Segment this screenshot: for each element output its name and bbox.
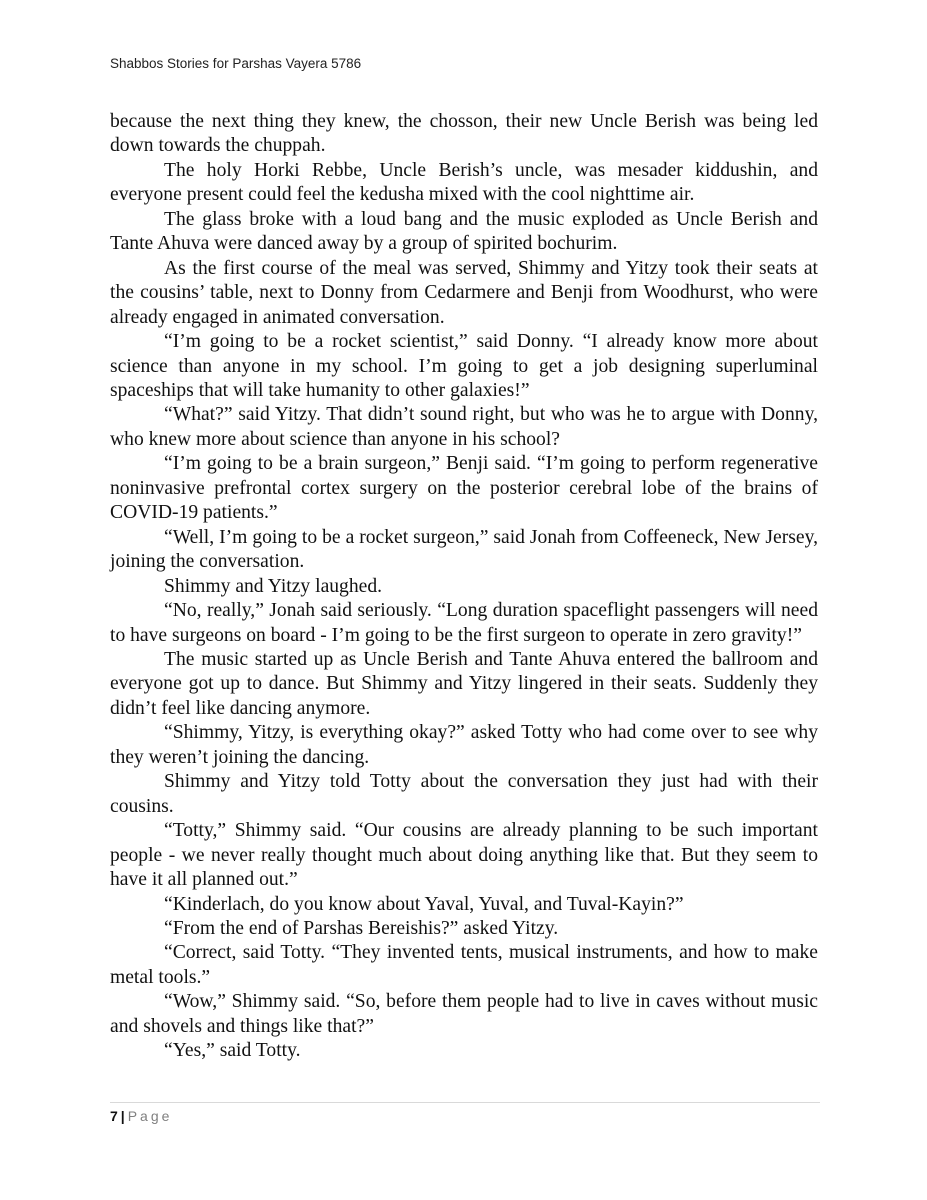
page-number: 7: [110, 1108, 118, 1124]
paragraph: “I’m going to be a rocket scientist,” said Donny. “I already know more about science than anyone in my school. I’m going to get a job designing superluminal spaceships that will take humanity to other galaxies!”: [110, 331, 818, 401]
paragraph: because the next thing they knew, the chosson, their new Uncle Berish was being led down towards the chuppah.: [110, 111, 818, 157]
paragraph: “No, really,” Jonah said seriously. “Long duration spaceflight passengers will need to have surgeons on board - I’m going to be the first surgeon to operate in zero gravity!”: [110, 600, 818, 646]
footer-separator: |: [120, 1108, 125, 1124]
paragraph: “What?” said Yitzy. That didn’t sound right, but who was he to argue with Donny, who knew more about science than anyone in his school?: [110, 404, 818, 450]
paragraph: “Correct, said Totty. “They invented tents, musical instruments, and how to make metal tools.”: [110, 942, 818, 988]
running-header: Shabbos Stories for Parshas Vayera 5786: [110, 56, 362, 71]
paragraph: “Wow,” Shimmy said. “So, before them people had to live in caves without music and shovels and things like that?”: [110, 991, 818, 1037]
paragraph: Shimmy and Yitzy laughed.: [164, 575, 383, 597]
paragraph: “Kinderlach, do you know about Yaval, Yuval, and Tuval-Kayin?”: [164, 893, 684, 915]
paragraph: The holy Horki Rebbe, Uncle Berish’s uncle, was mesader kiddushin, and everyone present could feel the kedusha mixed with the cool nighttime air.: [110, 159, 818, 206]
paragraph: The glass broke with a loud bang and the music exploded as Uncle Berish and Tante Ahuva were danced away by a group of spirited bochurim.: [110, 208, 818, 255]
footer-divider: [110, 1102, 820, 1103]
paragraph: Shimmy and Yitzy told Totty about the conversation they just had with their cousins.: [110, 771, 818, 817]
paragraph: “Well, I’m going to be a rocket surgeon,” said Jonah from Coffeeneck, New Jersey, joining the conversation.: [110, 526, 818, 573]
story-body: [110, 110, 818, 1064]
paragraph: As the first course of the meal was served, Shimmy and Yitzy took their seats at the cousins’ table, next to Donny from Cedarmere and Benji from Woodhurst, who were already engaged in animated conversation.: [110, 257, 818, 328]
paragraph: “Yes,” said Totty.: [164, 1040, 301, 1062]
page-label: Page: [127, 1108, 173, 1124]
paragraph: “From the end of Parshas Bereishis?” asked Yitzy.: [164, 917, 559, 939]
paragraph: The music started up as Uncle Berish and Tante Ahuva entered the ballroom and everyone got up to dance. But Shimmy and Yitzy lingered in their seats. Suddenly they didn’t feel like dancing anymore.: [110, 648, 818, 719]
paragraph: “Totty,” Shimmy said. “Our cousins are already planning to be such important people - we never really thought much about doing anything like that. But they seem to have it all planned out.”: [110, 820, 818, 891]
page-footer: [110, 1108, 172, 1124]
paragraph: “Shimmy, Yitzy, is everything okay?” asked Totty who had come over to see why they weren’t joining the dancing.: [110, 722, 818, 768]
paragraph: “I’m going to be a brain surgeon,” Benji said. “I’m going to perform regenerative noninvasive prefrontal cortex surgery on the posterior cerebral lobe of the brains of COVID-19 patients.”: [110, 453, 818, 524]
